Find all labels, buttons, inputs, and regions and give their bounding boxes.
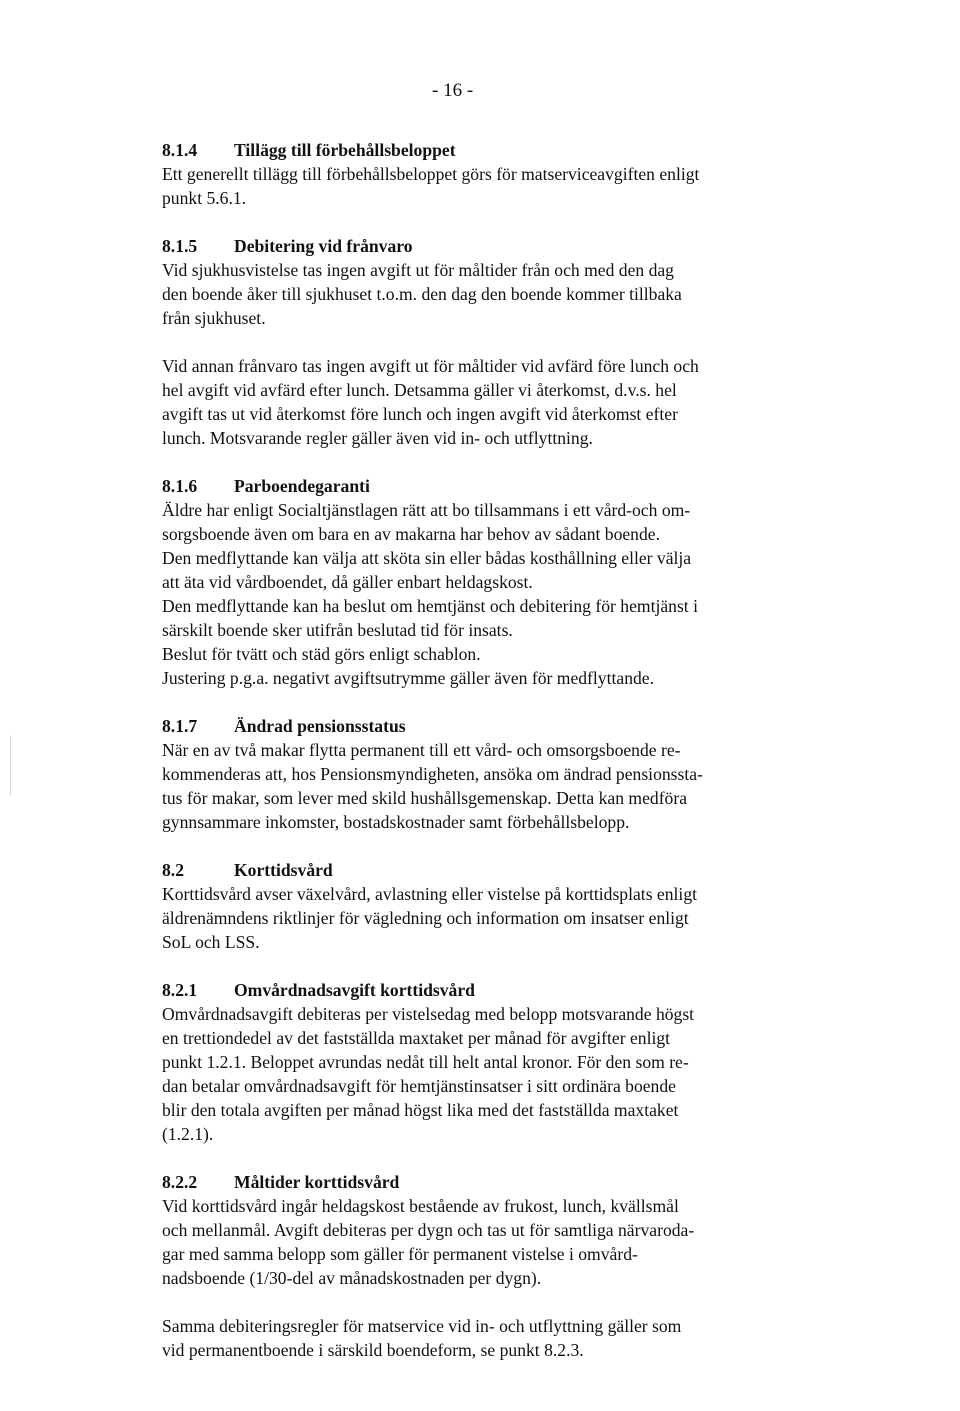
section-title: Måltider korttidsvård — [234, 1172, 400, 1192]
text-line: SoL och LSS. — [162, 932, 260, 952]
section-8-2-2 — [162, 1170, 762, 1362]
section-heading — [162, 234, 762, 258]
text-line: den boende åker till sjukhuset t.o.m. den dag den boende kommer tillbaka — [162, 284, 682, 304]
section-number: 8.1.6 — [162, 476, 198, 496]
paragraph — [162, 882, 762, 954]
text-line: Ett generellt tillägg till förbehållsbeloppet görs för matserviceavgiften enligt — [162, 164, 700, 184]
section-title: Korttidsvård — [234, 860, 333, 880]
paragraph — [162, 354, 762, 450]
text-line: punkt 5.6.1. — [162, 188, 247, 208]
section-8-2-1 — [162, 978, 762, 1146]
text-line: Den medflyttande kan ha beslut om hemtjänst och debitering för hemtjänst i — [162, 596, 698, 616]
text-line: gar med samma belopp som gäller för permanent vistelse i omvård- — [162, 1244, 638, 1264]
section-title: Omvårdnadsavgift korttidsvård — [234, 980, 475, 1000]
text-line: Justering p.g.a. negativt avgiftsutrymme gäller även för medflyttande. — [162, 668, 654, 688]
paragraph — [162, 162, 762, 210]
section-number: 8.1.7 — [162, 716, 198, 736]
text-line: tus för makar, som lever med skild hushållsgemenskap. Detta kan medföra — [162, 788, 688, 808]
section-8-1-6 — [162, 474, 762, 690]
text-line: att äta vid vårdboendet, då gäller enbart heldagskost. — [162, 572, 533, 592]
text-line: hel avgift vid avfärd efter lunch. Detsamma gäller vi återkomst, d.v.s. hel — [162, 380, 677, 400]
section-heading — [162, 978, 762, 1002]
text-line: kommenderas att, hos Pensionsmyndigheten, ansöka om ändrad pensionssta- — [162, 764, 703, 784]
text-line: lunch. Motsvarande regler gäller även vid in- och utflyttning. — [162, 428, 593, 448]
text-line: Vid annan frånvaro tas ingen avgift ut för måltider vid avfärd före lunch och — [162, 356, 699, 376]
document-body — [162, 138, 762, 1386]
text-line: en trettiondedel av det fastställda maxtaket per månad för avgifter enligt — [162, 1028, 671, 1048]
text-line: (1.2.1). — [162, 1124, 214, 1144]
section-title: Parboendegaranti — [234, 476, 370, 496]
section-8-1-5 — [162, 234, 762, 450]
text-line: Omvårdnadsavgift debiteras per vistelsedag med belopp motsvarande högst — [162, 1004, 695, 1024]
text-line: Samma debiteringsregler för matservice vid in- och utflyttning gäller som — [162, 1316, 682, 1336]
text-line: Beslut för tvätt och städ görs enligt schablon. — [162, 644, 481, 664]
text-line: Vid sjukhusvistelse tas ingen avgift ut för måltider från och med den dag — [162, 260, 674, 280]
section-title: Debitering vid frånvaro — [234, 236, 413, 256]
section-title: Tillägg till förbehållsbeloppet — [234, 140, 456, 160]
text-line: punkt 1.2.1. Beloppet avrundas nedåt till helt antal kronor. För den som re- — [162, 1052, 689, 1072]
paragraph — [162, 258, 762, 330]
text-line: och mellanmål. Avgift debiteras per dygn och tas ut för samtliga närvaroda- — [162, 1220, 695, 1240]
text-line: Vid korttidsvård ingår heldagskost bestående av frukost, lunch, kvällsmål — [162, 1196, 679, 1216]
paragraph — [162, 498, 762, 690]
text-line: nadsboende (1/30-del av månadskostnaden per dygn). — [162, 1268, 542, 1288]
scan-edge-mark — [10, 735, 11, 795]
page-number: - 16 - — [432, 80, 474, 101]
text-line: avgift tas ut vid återkomst före lunch och ingen avgift vid återkomst efter — [162, 404, 678, 424]
paragraph — [162, 1314, 762, 1362]
text-line: blir den totala avgiften per månad högst lika med det fastställda maxtaket — [162, 1100, 679, 1120]
section-heading — [162, 714, 762, 738]
paragraph — [162, 1002, 762, 1146]
section-heading — [162, 474, 762, 498]
text-line: särskilt boende sker utifrån beslutad tid för insats. — [162, 620, 513, 640]
text-line: När en av två makar flytta permanent till ett vård- och omsorgsboende re- — [162, 740, 681, 760]
section-8-1-7 — [162, 714, 762, 834]
paragraph — [162, 738, 762, 834]
text-line: Äldre har enligt Socialtjänstlagen rätt att bo tillsammans i ett vård-och om- — [162, 500, 691, 520]
paragraph — [162, 1194, 762, 1290]
section-number: 8.1.5 — [162, 236, 198, 256]
section-8-1-4 — [162, 138, 762, 210]
text-line: vid permanentboende i särskild boendeform, se punkt 8.2.3. — [162, 1340, 584, 1360]
section-title: Ändrad pensionsstatus — [234, 716, 406, 736]
section-number: 8.2.2 — [162, 1172, 198, 1192]
section-8-2 — [162, 858, 762, 954]
text-line: gynnsammare inkomster, bostadskostnader samt förbehållsbelopp. — [162, 812, 630, 832]
section-heading — [162, 138, 762, 162]
text-line: Korttidsvård avser växelvård, avlastning eller vistelse på korttidsplats enligt — [162, 884, 698, 904]
text-line: Den medflyttande kan välja att sköta sin eller bådas kosthållning eller välja — [162, 548, 692, 568]
text-line: dan betalar omvårdnadsavgift för hemtjänstinsatser i sitt ordinära boende — [162, 1076, 676, 1096]
text-line: sorgsboende även om bara en av makarna har behov av sådant boende. — [162, 524, 660, 544]
section-heading — [162, 858, 762, 882]
text-line: från sjukhuset. — [162, 308, 266, 328]
text-line: äldrenämndens riktlinjer för vägledning och information om insatser enligt — [162, 908, 689, 928]
section-heading — [162, 1170, 762, 1194]
section-number: 8.1.4 — [162, 140, 198, 160]
section-number: 8.2.1 — [162, 980, 198, 1000]
section-number: 8.2 — [162, 860, 184, 880]
